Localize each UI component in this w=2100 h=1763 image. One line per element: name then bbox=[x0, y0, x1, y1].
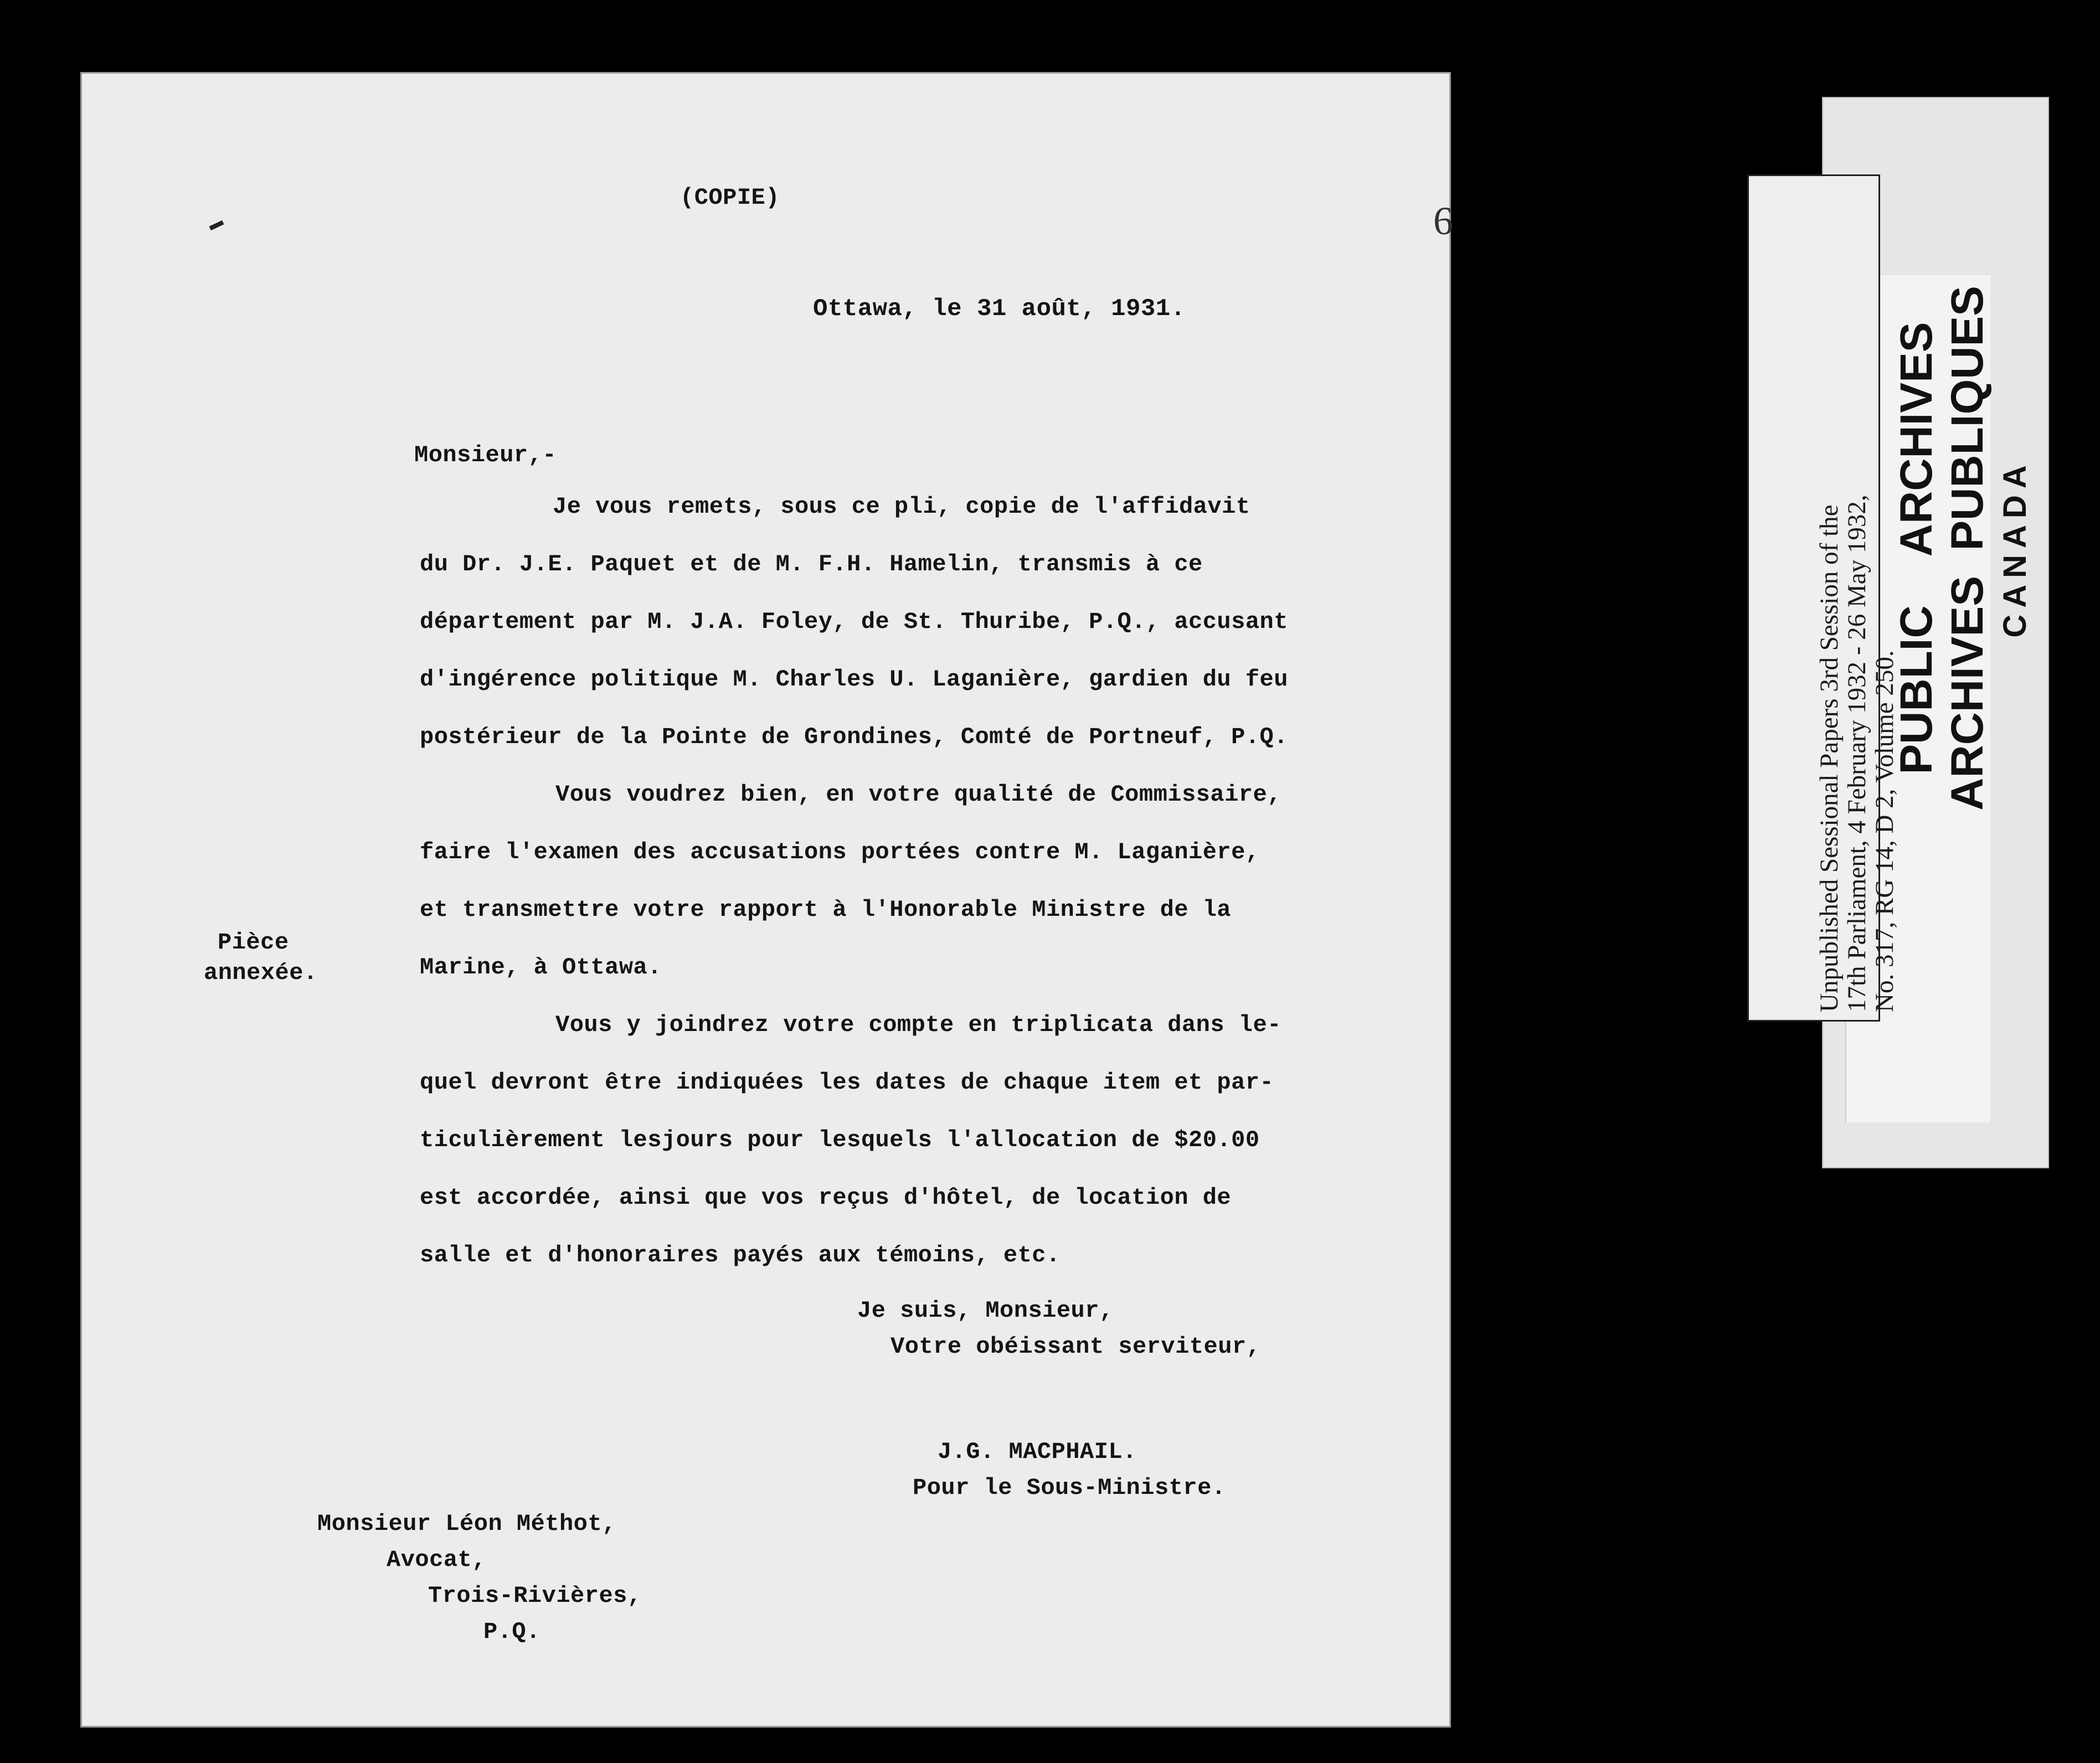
addressee-line: Trois-Rivières, bbox=[428, 1582, 642, 1609]
body-line: d'ingérence politique M. Charles U. Laganière, gardien du feu bbox=[420, 666, 1288, 693]
label-line: 17th Parliament, 4 February 1932 - 26 May 1932, bbox=[1842, 494, 1871, 1012]
label-line: Unpublished Sessional Papers 3rd Session of the bbox=[1815, 504, 1844, 1012]
page-number: 6 bbox=[1433, 199, 1454, 243]
body-line: département par M. J.A. Foley, de St. Thuribe, P.Q., accusant bbox=[420, 609, 1288, 635]
body-line: ticulièrement lesjours pour lesquels l'allocation de $20.00 bbox=[420, 1127, 1260, 1153]
archive-reference-text bbox=[1815, 198, 1898, 1012]
closing-line: Je suis, Monsieur, bbox=[857, 1297, 1114, 1324]
pen-mark bbox=[209, 220, 224, 230]
body-line: postérieur de la Pointe de Grondines, Comté de Portneuf, P.Q. bbox=[420, 724, 1288, 750]
label-line: No. 317, RG 14, D 2, Volume 250. bbox=[1870, 650, 1899, 1012]
body-line: est accordée, ainsi que vos reçus d'hôtel, de location de bbox=[420, 1184, 1232, 1211]
stamp-country: CANADA bbox=[1997, 458, 2033, 638]
body-line: et transmettre votre rapport à l'Honorable Ministre de la bbox=[420, 896, 1232, 923]
copy-heading: (COPIE) bbox=[680, 184, 780, 211]
margin-note-line: annexée. bbox=[204, 960, 318, 986]
archive-reference-label bbox=[1747, 174, 1899, 1022]
body-line: Marine, à Ottawa. bbox=[420, 954, 662, 981]
signature-title: Pour le Sous-Ministre. bbox=[913, 1475, 1226, 1501]
archives-stamp bbox=[1891, 161, 2037, 936]
stamp-line: ARCHIVES PUBLIQUES bbox=[1942, 286, 1993, 811]
letter-page bbox=[80, 72, 1454, 1728]
addressee-line: Monsieur Léon Méthot, bbox=[317, 1511, 616, 1537]
body-line: du Dr. J.E. Paquet et de M. F.H. Hamelin, transmis à ce bbox=[420, 551, 1203, 578]
body-line: salle et d'honoraires payés aux témoins, etc. bbox=[420, 1242, 1061, 1269]
stamp-line: PUBLIC ARCHIVES bbox=[1891, 322, 1942, 775]
body-line: faire l'examen des accusations portées contre M. Laganière, bbox=[420, 839, 1260, 865]
dateline: Ottawa, le 31 août, 1931. bbox=[813, 295, 1186, 323]
addressee-line: P.Q. bbox=[483, 1618, 541, 1645]
body-line: Je vous remets, sous ce pli, copie de l'affidavit bbox=[553, 493, 1250, 520]
closing-line: Votre obéissant serviteur, bbox=[891, 1333, 1261, 1360]
body-line: quel devront être indiquées les dates de chaque item et par- bbox=[420, 1069, 1274, 1096]
salutation: Monsieur,- bbox=[414, 442, 557, 468]
margin-note-line: Pièce bbox=[218, 929, 289, 956]
signature-name: J.G. MACPHAIL. bbox=[938, 1439, 1137, 1465]
body-line: Vous y joindrez votre compte en triplicata dans le- bbox=[555, 1012, 1281, 1038]
body-line: Vous voudrez bien, en votre qualité de Commissaire, bbox=[555, 781, 1281, 808]
addressee-line: Avocat, bbox=[387, 1547, 486, 1573]
